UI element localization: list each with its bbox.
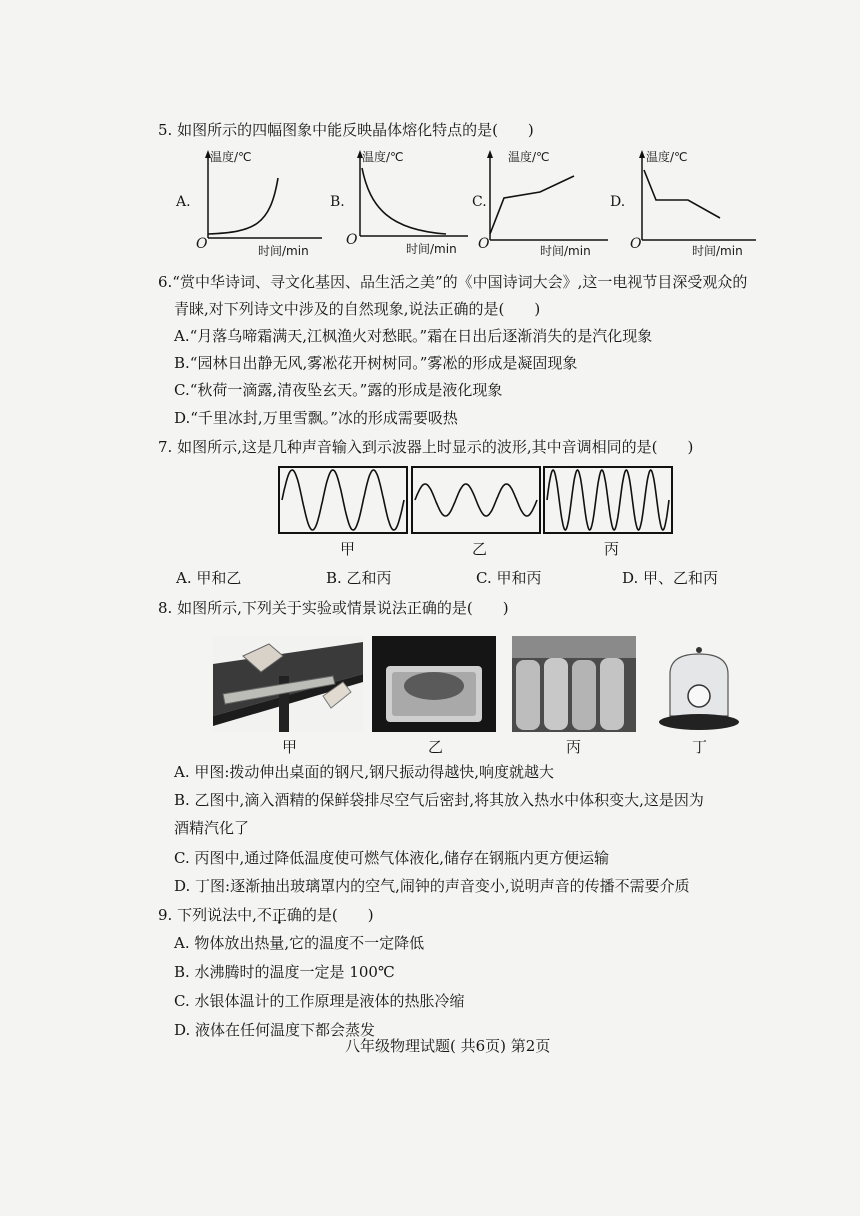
q7-option-a: A. 甲和乙	[176, 569, 242, 587]
wave-label-bing: 丙	[604, 540, 620, 558]
q7-option-d: D. 甲、乙和丙	[622, 569, 719, 587]
graph-c-ylabel: 温度/℃	[508, 150, 550, 164]
q8-option-b: B. 乙图中,滴入酒精的保鲜袋排尽空气后密封,将其放入热水中体积变大,这是因为	[174, 791, 704, 809]
q5-graph-a	[174, 148, 324, 258]
q8-stem: 8. 如图所示,下列关于实验或情景说法正确的是( )	[158, 599, 509, 617]
wave-jia	[282, 470, 404, 530]
graph-b-curve	[362, 168, 446, 234]
photo-label-yi: 乙	[428, 738, 444, 756]
q5-graph-d	[608, 148, 758, 258]
q6-option-c: C.“秋荷一滴露,清夜坠玄天。”露的形成是液化现象	[174, 381, 503, 399]
wave-label-jia: 甲	[340, 540, 356, 558]
waveforms-svg	[278, 466, 674, 536]
q9-option-c: C. 水银体温计的工作原理是液体的热胀冷缩	[174, 992, 465, 1010]
graph-a-letter: A.	[176, 194, 191, 210]
q8-photo-ding	[656, 646, 742, 732]
q6-option-b: B.“园林日出静无风,雾凇花开树树同。”雾凇的形成是凝固现象	[174, 354, 578, 372]
graph-c-letter: C.	[472, 194, 487, 210]
graph-c-line	[490, 176, 574, 234]
q6-option-d: D.“千里冰封,万里雪飘。”冰的形成需要吸热	[174, 409, 458, 427]
wave-yi	[415, 484, 537, 516]
graph-d-line	[644, 170, 720, 218]
graph-b-xlabel: 时间/min	[406, 242, 457, 256]
q8-option-d: D. 丁图:逐渐抽出玻璃罩内的空气,闹钟的声音变小,说明声音的传播不需要介质	[174, 877, 690, 895]
q8-option-a: A. 甲图:拨动伸出桌面的钢尺,钢尺振动得越快,响度就越大	[174, 763, 554, 781]
q8-photo-jia	[213, 636, 363, 732]
graph-b-letter: B.	[330, 194, 345, 210]
q6-stem-line1: 6.“赏中华诗词、寻文化基因、品生活之美”的《中国诗词大会》,这一电视节目深受观众的	[158, 273, 748, 291]
q9-stem	[158, 905, 374, 925]
graph-a-origin: O	[196, 236, 208, 252]
graph-b-ylabel: 温度/℃	[362, 150, 404, 164]
q9-stem-pre: 9. 下列说法中,	[158, 906, 257, 924]
q9-option-b: B. 水沸腾时的温度一定是 100℃	[174, 963, 395, 981]
graph-d-letter: D.	[610, 194, 626, 210]
q9-stem-post: 的是( )	[301, 906, 374, 924]
q7-waveforms	[278, 466, 674, 536]
q5-graph-b	[330, 148, 470, 258]
graph-c-xlabel: 时间/min	[540, 244, 591, 258]
q9-stem-emphasis: 不正确	[256, 906, 302, 924]
q7-stem: 7. 如图所示,这是几种声音输入到示波器上时显示的波形,其中音调相同的是( )	[158, 438, 694, 456]
graph-d-xlabel: 时间/min	[692, 244, 743, 258]
graph-c-origin: O	[478, 236, 490, 252]
graph-d-origin: O	[630, 236, 642, 252]
q8-option-b-cont: 酒精汽化了	[174, 819, 250, 837]
q8-photo-bing	[512, 636, 636, 732]
q9-option-a: A. 物体放出热量,它的温度不一定降低	[174, 934, 425, 952]
bell-jar-image	[656, 646, 742, 732]
photo-label-ding: 丁	[692, 738, 708, 756]
q7-option-c: C. 甲和丙	[476, 569, 542, 587]
graph-a-ylabel: 温度/℃	[210, 150, 252, 164]
q6-option-a: A.“月落乌啼霜满天,江枫渔火对愁眠。”霜在日出后逐渐消失的是汽化现象	[174, 327, 653, 345]
q6-stem-line2: 青睐,对下列诗文中涉及的自然现象,说法正确的是( )	[174, 300, 541, 318]
photo-label-jia: 甲	[282, 738, 298, 756]
wave-label-yi: 乙	[472, 540, 488, 558]
graph-b-origin: O	[346, 232, 358, 248]
graph-a-xlabel: 时间/min	[258, 244, 309, 258]
q5-stem: 5. 如图所示的四幅图象中能反映晶体熔化特点的是( )	[158, 121, 534, 139]
q8-photo-yi	[372, 636, 496, 732]
bag-tray-image	[372, 636, 496, 732]
photo-label-bing: 丙	[566, 738, 582, 756]
graph-a-curve	[208, 178, 278, 234]
graph-d-ylabel: 温度/℃	[646, 150, 688, 164]
q5-graph-c	[470, 148, 610, 258]
ruler-table-image	[213, 636, 363, 732]
q8-option-c: C. 丙图中,通过降低温度使可燃气体液化,储存在钢瓶内更方便运输	[174, 849, 610, 867]
gas-cylinders-image	[512, 636, 636, 732]
page-footer: 八年级物理试题( 共6页) 第2页	[345, 1037, 551, 1055]
wave-bing	[547, 470, 669, 530]
q9-option-d: D. 液体在任何温度下都会蒸发	[174, 1021, 376, 1039]
q7-option-b: B. 乙和丙	[326, 569, 392, 587]
